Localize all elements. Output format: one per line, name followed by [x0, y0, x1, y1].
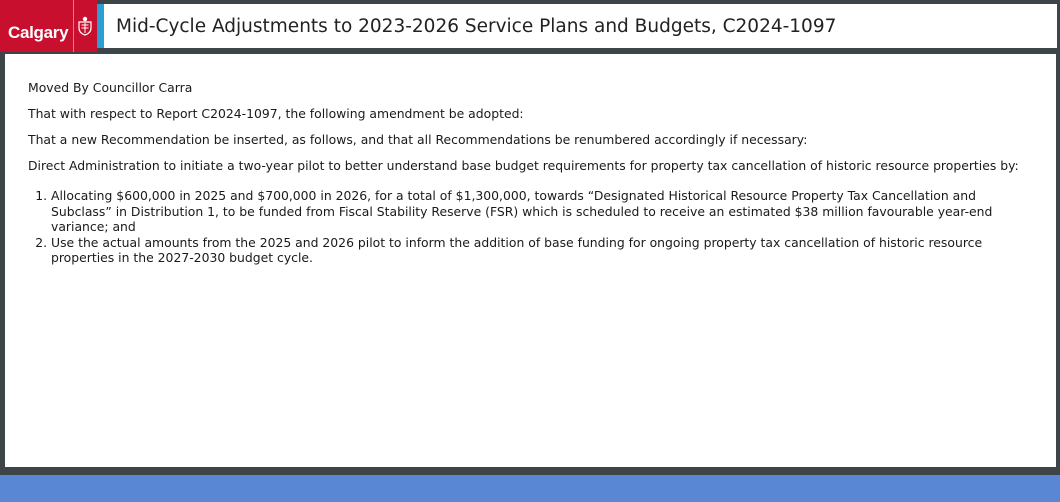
list-item: 1. Allocating $600,000 in 2025 and $700,000 in 2026, for a total of $1,300,000, towards “Designated Historical Resource Property Tax Cancellation and Subclass” in Distribution 1, to be funded from Fiscal Stability Reserve (FSR) which is scheduled to receive an estimated $38 million favourable year-end variance; and [51, 188, 1026, 235]
city-crest-icon [73, 0, 97, 52]
intro-text: That with respect to Report C2024-1097, the following amendment be adopted: [28, 106, 524, 121]
moved-by-text: Moved By Councillor Carra [28, 80, 193, 95]
instruction-text: That a new Recommendation be inserted, as follows, and that all Recommendations be renumbered accordingly if necessary: [28, 132, 808, 147]
motion-content [5, 54, 1056, 467]
list-item: 2. Use the actual amounts from the 2025 and 2026 pilot to inform the addition of base funding for ongoing property tax cancellation of historic resource properties in the 2027-2030 budget cycle. [51, 235, 1026, 266]
recommendation-list [28, 188, 1056, 266]
page-title: Mid-Cycle Adjustments to 2023-2026 Service Plans and Budgets, C2024-1097 [116, 16, 837, 37]
title-banner [97, 4, 1057, 48]
direction-text: Direct Administration to initiate a two-year pilot to better understand base budget requirements for property tax cancellation of historic resource properties by: [28, 158, 1019, 173]
crest-shape [77, 16, 93, 36]
logo-text: Calgary [8, 23, 69, 42]
header-bar [0, 0, 1060, 52]
bottom-taskbar [0, 475, 1060, 502]
calgary-logo [0, 0, 73, 52]
